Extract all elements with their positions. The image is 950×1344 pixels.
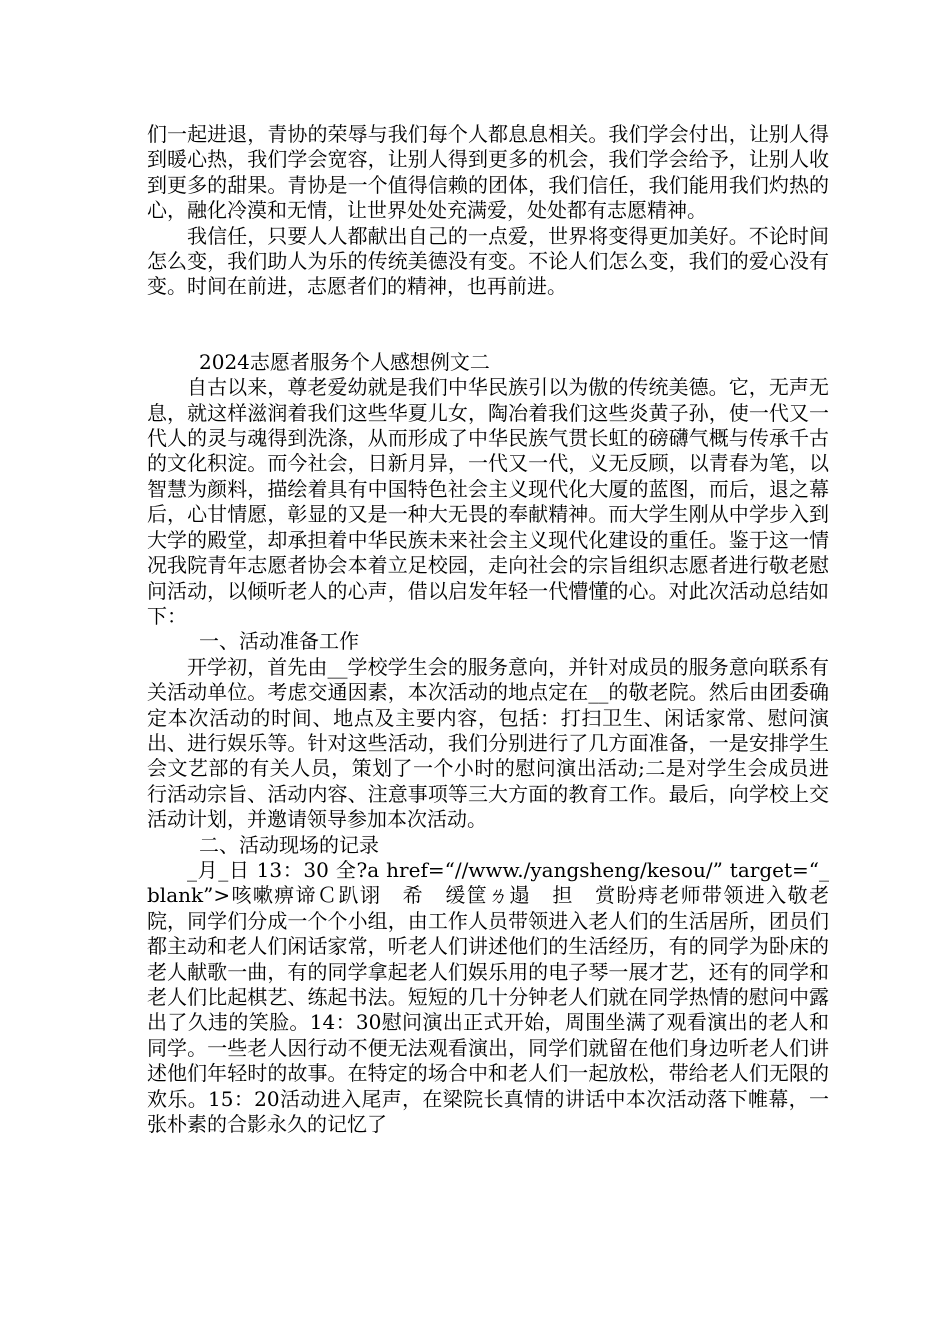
section-heading-preparation: 一、活动准备工作 <box>199 629 359 654</box>
section-gap <box>147 300 829 350</box>
document-body <box>147 122 829 1137</box>
paragraph-3: 自古以来，尊老爱幼就是我们中华民族引以为傲的传统美德。它，无声无息，就这样滋润着我们这些华夏儿女，陶冶着我们这些炎黄子孙，使一代又一代人的灵与魂得到洗涤，从而形成了中华民族气贯长虹的磅礴气概与传承千古的文化积淀。而今社会，日新月异，一代又一代，义无反顾，以青春为笔，以智慧为颜料，描绘着具有中国特色社会主义现代化大厦的蓝图，而后，退之幕后，心甘情愿，彰显的又是一种大无畏的奉献精神。而大学生刚从中学步入到大学的殿堂，却承担着中华民族未来社会主义现代化建设的重任。鉴于这一情况我院青年志愿者协会本着立足校园，走向社会的宗旨组织志愿者进行敬老慰问活动，以倾听老人的心声，借以启发年轻一代懵懂的心。对此次活动总结如下： <box>147 375 829 628</box>
paragraph-5: _月_日 13：30 全?a href=“//www./yangsheng/kesou/” target=“_blank”>咳嗽痹谛Ｃ趴诩 希 缓筐ㄌ遢 担 赏盼痔老师带领进入敬老院，同学们分成一个个小组，由工作人员带领进入老人们的生活居所，团员们都主动和老人们闲话家常，听老人们讲述他们的生活经历，有的同学为卧床的老人献歌一曲，有的同学拿起老人们娱乐用的电子琴一展才艺，还有的同学和老人们比起棋艺、练起书法。短短的几十分钟老人们就在同学热情的慰问中露出了久违的笑脸。14：30慰问演出正式开始，周围坐满了观看演出的老人和同学。一些老人因行动不便无法观看演出，同学们就留在他们身边听老人们讲述他们年轻时的故事。在特定的场合中和老人们一起放松，带给老人们无限的欢乐。15：20活动进入尾声，在梁院长真情的讲话中本次活动落下帷幕，一张朴素的合影永久的记忆了 <box>147 857 829 1137</box>
paragraph-2: 我信任，只要人人都献出自己的一点爱，世界将变得更加美好。不论时间怎么变，我们助人为乐的传统美德没有变。不论人们怎么变，我们的爱心没有变。时间在前进，志愿者们的精神，也再前进。 <box>147 223 829 299</box>
paragraph-4: 开学初，首先由__学校学生会的服务意向，并针对成员的服务意向联系有关活动单位。考虑交通因素，本次活动的地点定在__的敬老院。然后由团委确定本次活动的时间、地点及主要内容，包括：打扫卫生、闲话家常、慰问演出、进行娱乐等。针对这些活动，我们分别进行了几方面准备，一是安排学生会文艺部的有关人员，策划了一个小时的慰问演出活动;二是对学生会成员进行活动宗旨、活动内容、注意事项等三大方面的教育工作。最后，向学校上交活动计划，并邀请领导参加本次活动。 <box>147 654 829 832</box>
paragraph-1: 们一起进退，青协的荣辱与我们每个人都息息相关。我们学会付出，让别人得到暖心热，我们学会宽容，让别人得到更多的机会，我们学会给予，让别人收到更多的甜果。青协是一个值得信赖的团体，我们信任，我们能用我们灼热的心，融化冷漠和无情，让世界处处充满爱，处处都有志愿精神。 <box>147 122 829 223</box>
section-heading-record: 二、活动现场的记录 <box>199 832 379 857</box>
article-title: 2024志愿者服务个人感想例文二 <box>199 349 490 374</box>
